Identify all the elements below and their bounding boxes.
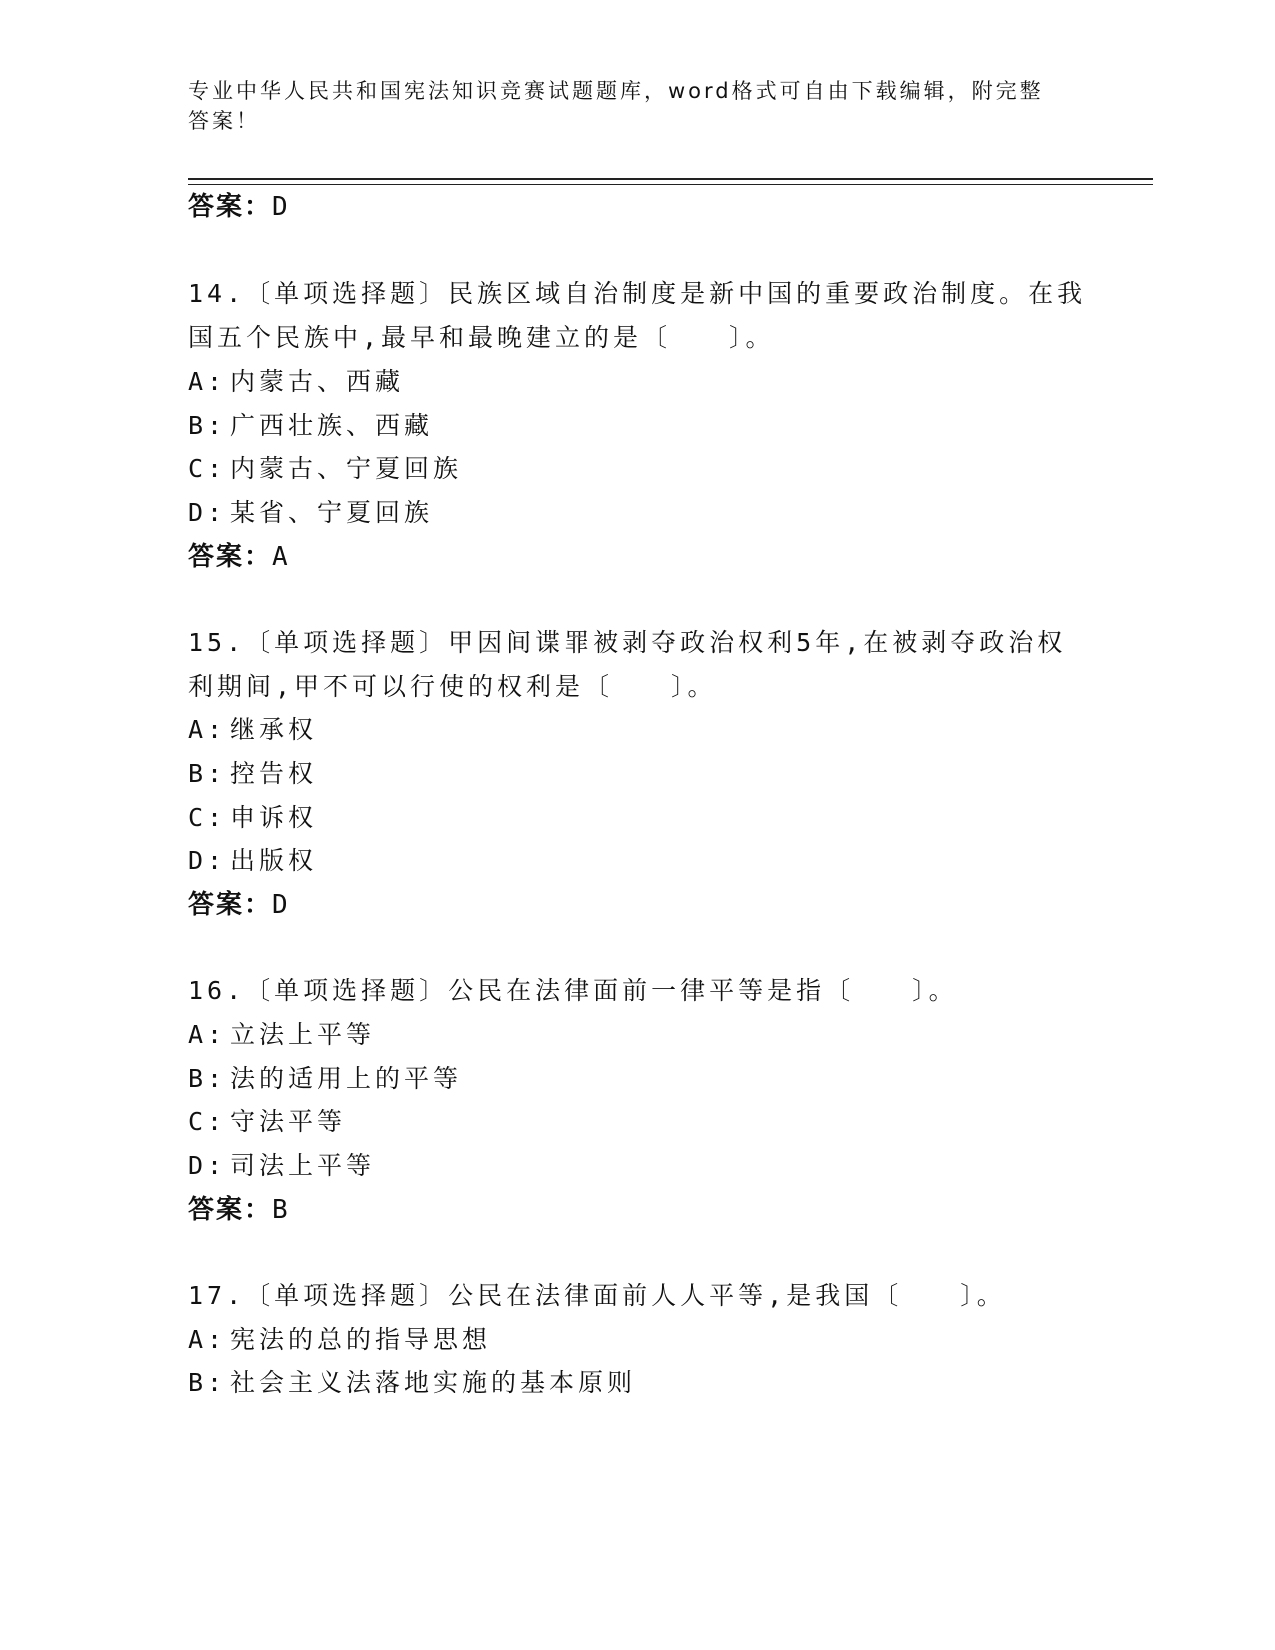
option-letter: A: xyxy=(188,1325,227,1354)
document-header xyxy=(188,76,1088,136)
option-text: 控告权 xyxy=(230,759,318,788)
answer-label: 答案： xyxy=(188,192,273,222)
question-14-option-b xyxy=(188,406,433,442)
question-16-answer xyxy=(188,1189,290,1226)
option-text: 内蒙古、西藏 xyxy=(230,367,405,396)
option-letter: A: xyxy=(188,367,227,396)
option-text: 守法平等 xyxy=(230,1107,347,1136)
question-17-option-a xyxy=(188,1320,491,1356)
option-letter: D: xyxy=(188,846,227,875)
header-divider-thin xyxy=(188,184,1153,185)
answer-value: D xyxy=(272,192,290,222)
option-letter: A: xyxy=(188,715,227,744)
question-14-line-2: 国五个民族中,最早和最晚建立的是〔 〕。 xyxy=(188,323,775,352)
question-14-option-c xyxy=(188,449,462,485)
option-text: 内蒙古、宁夏回族 xyxy=(230,454,463,483)
question-16-option-c xyxy=(188,1102,346,1138)
answer-value: A xyxy=(272,542,290,572)
option-letter: B: xyxy=(188,411,227,440)
option-text: 宪法的总的指导思想 xyxy=(230,1325,492,1354)
answer-value: B xyxy=(272,1195,290,1225)
option-letter: C: xyxy=(188,1107,227,1136)
question-15-line-2: 利期间,甲不可以行使的权利是〔 〕。 xyxy=(188,672,717,701)
question-14-option-a xyxy=(188,362,404,398)
option-letter: B: xyxy=(188,1368,227,1397)
option-letter: D: xyxy=(188,1151,227,1180)
question-15-option-d xyxy=(188,841,317,877)
option-text: 继承权 xyxy=(230,715,318,744)
question-14-option-d xyxy=(188,493,433,529)
header-line-1: 专业中华人民共和国宪法知识竞赛试题题库，word格式可自由下载编辑，附完整 xyxy=(188,79,1044,103)
option-letter: C: xyxy=(188,803,227,832)
option-text: 出版权 xyxy=(230,846,318,875)
option-letter: A: xyxy=(188,1020,227,1049)
option-letter: B: xyxy=(188,1064,227,1093)
question-16-line-1: 16.〔单项选择题〕公民在法律面前一律平等是指〔 〕。 xyxy=(188,976,958,1005)
option-letter: D: xyxy=(188,498,227,527)
option-letter: C: xyxy=(188,454,227,483)
option-letter: B: xyxy=(188,759,227,788)
option-text: 广西壮族、西藏 xyxy=(230,411,434,440)
option-text: 社会主义法落地实施的基本原则 xyxy=(230,1368,637,1397)
answer-label: 答案： xyxy=(188,1195,273,1225)
question-16-option-d xyxy=(188,1146,375,1182)
answer-value: D xyxy=(272,890,290,920)
question-15-line-1: 15.〔单项选择题〕甲因间谍罪被剥夺政治权利5年,在被剥夺政治权 xyxy=(188,628,1067,657)
header-divider-thick xyxy=(188,178,1153,180)
question-15-answer xyxy=(188,884,290,921)
option-text: 某省、宁夏回族 xyxy=(230,498,434,527)
question-14-line-1: 14.〔单项选择题〕民族区域自治制度是新中国的重要政治制度。在我 xyxy=(188,279,1087,308)
option-text: 司法上平等 xyxy=(230,1151,376,1180)
option-text: 申诉权 xyxy=(230,803,318,832)
question-16-option-a xyxy=(188,1015,375,1051)
option-text: 立法上平等 xyxy=(230,1020,376,1049)
question-17-line-1: 17.〔单项选择题〕公民在法律面前人人平等,是我国〔 〕。 xyxy=(188,1281,1006,1310)
option-text: 法的适用上的平等 xyxy=(230,1064,463,1093)
header-line-2: 答案！ xyxy=(188,109,260,133)
question-15-option-a xyxy=(188,710,317,746)
question-14-answer xyxy=(188,536,290,573)
question-15-option-b xyxy=(188,754,317,790)
answer-label: 答案： xyxy=(188,542,273,572)
question-16-option-b xyxy=(188,1059,462,1095)
answer-label: 答案： xyxy=(188,890,273,920)
question-17-option-b xyxy=(188,1363,636,1399)
question-15-option-c xyxy=(188,798,317,834)
previous-answer xyxy=(188,186,290,223)
